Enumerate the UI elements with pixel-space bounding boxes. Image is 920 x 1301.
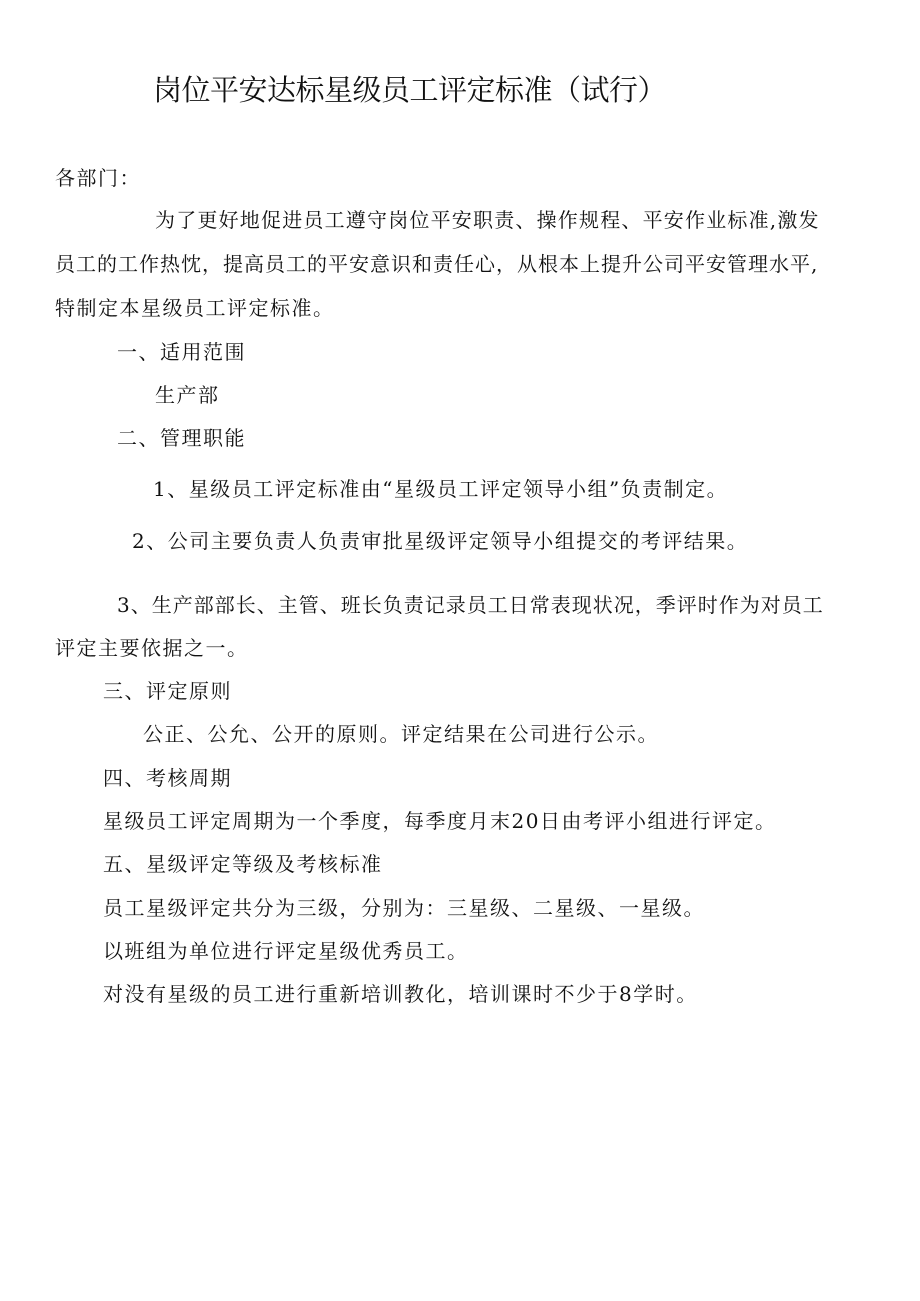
section-3-heading: 三、评定原则 bbox=[103, 679, 232, 703]
section-5-body-3: 对没有星级的员工进行重新培训教化，培训课时不少于8学时。 bbox=[103, 982, 698, 1006]
section-2-item-1: 1、星级员工评定标准由“星级员工评定领导小组”负责制定。 bbox=[153, 477, 729, 501]
section-2-item-3-line-1: 3、生产部部长、主管、班长负责记录员工日常表现状况，季评时作为对员工 bbox=[117, 593, 824, 617]
intro-line-2: 员工的工作热忱，提高员工的平安意识和责任心，从根本上提升公司平安管理水平, bbox=[55, 252, 819, 276]
section-1-body: 生产部 bbox=[155, 383, 220, 407]
salutation: 各部门： bbox=[55, 166, 141, 190]
section-5-body-1: 员工星级评定共分为三级，分别为：三星级、二星级、一星级。 bbox=[103, 896, 705, 920]
section-2-item-3-line-2: 评定主要依据之一。 bbox=[55, 636, 249, 660]
section-4-heading: 四、考核周期 bbox=[103, 766, 232, 790]
intro-line-3: 特制定本星级员工评定标准。 bbox=[55, 296, 335, 320]
section-4-body: 星级员工评定周期为一个季度，每季度月末20日由考评小组进行评定。 bbox=[103, 809, 777, 833]
section-3-body: 公正、公允、公开的原则。评定结果在公司进行公示。 bbox=[143, 722, 659, 746]
section-5-heading: 五、星级评定等级及考核标准 bbox=[103, 852, 383, 876]
document-title: 岗位平安达标星级员工评定标准（试行） bbox=[153, 73, 667, 107]
section-1-heading: 一、适用范围 bbox=[117, 340, 246, 364]
section-2-heading: 二、管理职能 bbox=[117, 426, 246, 450]
section-2-item-2: 2、公司主要负责人负责审批星级评定领导小组提交的考评结果。 bbox=[132, 529, 749, 553]
intro-line-1: 为了更好地促进员工遵守岗位平安职责、操作规程、平安作业标准,激发 bbox=[155, 208, 820, 232]
section-5-body-2: 以班组为单位进行评定星级优秀员工。 bbox=[103, 939, 469, 963]
